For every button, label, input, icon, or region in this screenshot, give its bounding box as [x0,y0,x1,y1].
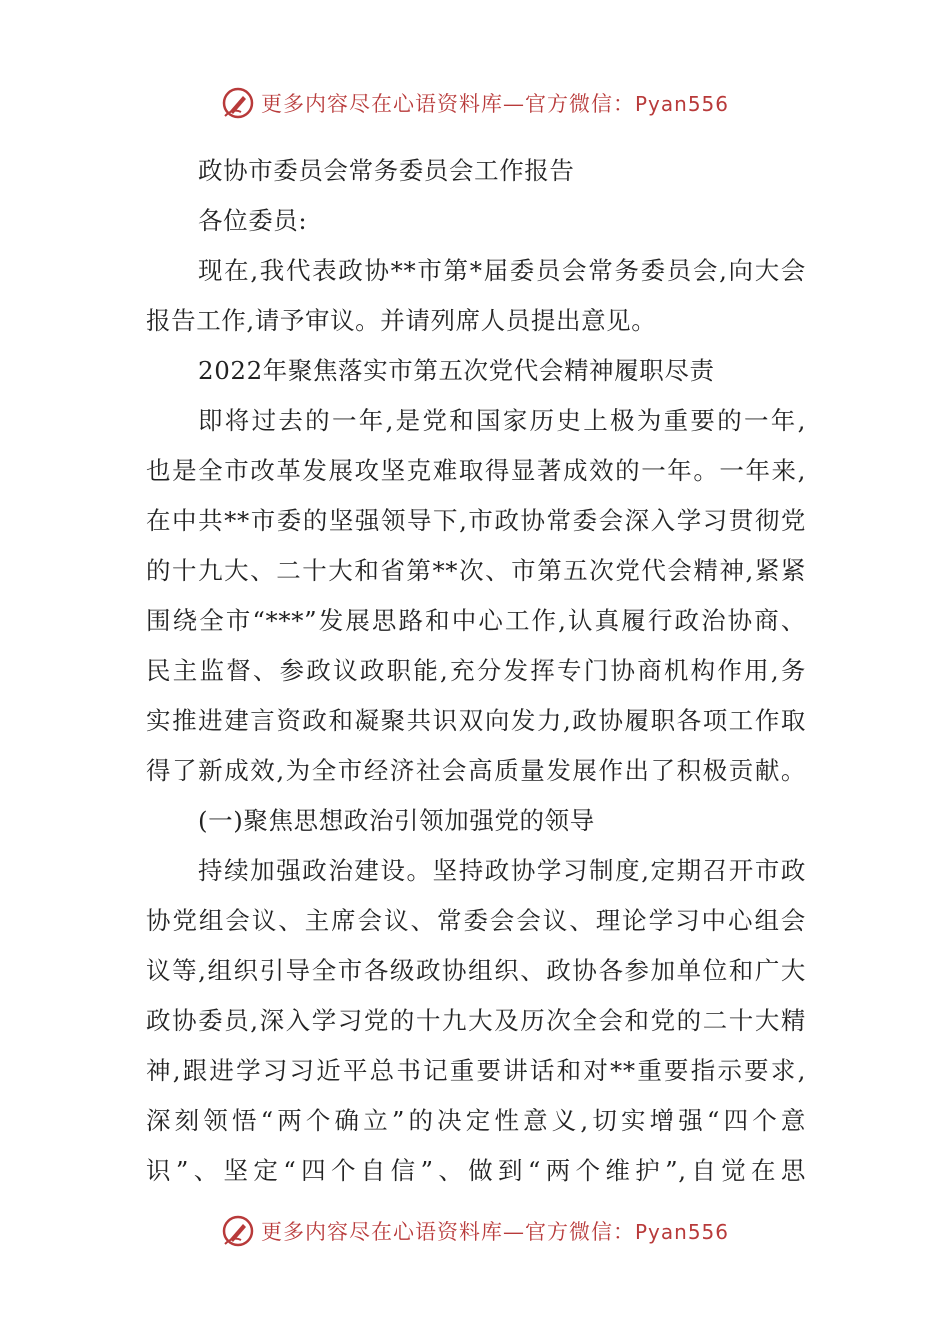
watermark-text: 更多内容尽在心语资料库—官方微信：Pyan556 [260,92,729,116]
paragraph-2 [146,846,806,1196]
paragraph-line: 持续加强政治建设。坚持政协学习制度,定期召开市政 [198,856,806,885]
intro-paragraph [146,246,806,346]
paragraph-line: 识”、坚定“四个自信”、做到“两个维护”,自觉在思 [146,1156,806,1185]
paragraph-line: 实推进建言资政和凝聚共识双向发力,政协履职各项工作取 [146,706,806,735]
paragraph-line: 深刻领悟“两个确立”的决定性意义,切实增强“四个意 [146,1106,806,1135]
paragraph-line: 民主监督、参政议政职能,充分发挥专门协商机构作用,务 [146,656,806,685]
paragraph-line: 政协委员,深入学习党的十九大及历次全会和党的二十大精 [146,1006,806,1035]
document-body [146,146,806,1196]
pen-logo-icon [221,86,255,120]
paragraph-line: 在中共**市委的坚强领导下,市政协常委会深入学习贯彻党 [146,506,806,535]
paragraph-1 [146,396,806,796]
paragraph-line: 现在,我代表政协**市第*届委员会常务委员会,向大会 [198,256,806,285]
paragraph-line: 围绕全市“***”发展思路和中心工作,认真履行政治协商、 [146,606,806,635]
paragraph-line: 得了新成效,为全市经济社会高质量发展作出了积极贡献。 [146,756,806,785]
section-heading: 2022年聚焦落实市第五次党代会精神履职尽责 [198,356,715,385]
paragraph-line: 的十九大、二十大和省第**次、市第五次党代会精神,紧紧 [146,556,806,585]
watermark-banner-bottom [0,1208,950,1254]
paragraph-line: 报告工作,请予审议。并请列席人员提出意见。 [146,306,657,335]
watermark-banner-top [0,80,950,126]
salutation: 各位委员: [198,206,308,235]
paragraph-line: 神,跟进学习习近平总书记重要讲话和对**重要指示要求, [146,1056,806,1085]
paragraph-line: 议等,组织引导全市各级政协组织、政协各参加单位和广大 [146,956,806,985]
watermark-text: 更多内容尽在心语资料库—官方微信：Pyan556 [260,1220,729,1244]
subheading: (一)聚焦思想政治引领加强党的领导 [198,806,595,835]
pen-logo-icon [221,1214,255,1248]
paragraph-line: 也是全市改革发展攻坚克难取得显著成效的一年。一年来, [146,456,806,485]
document-title: 政协市委员会常务委员会工作报告 [198,156,575,185]
paragraph-line: 协党组会议、主席会议、常委会会议、理论学习中心组会 [146,906,806,935]
paragraph-line: 即将过去的一年,是党和国家历史上极为重要的一年, [198,406,806,435]
